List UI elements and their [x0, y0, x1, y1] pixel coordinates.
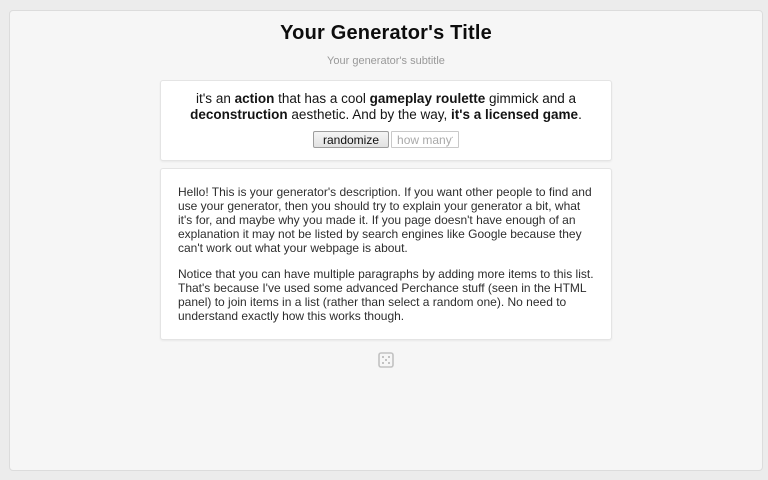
generated-text-bold-run: it's a licensed game: [451, 106, 579, 122]
generated-text-run: that has a cool: [274, 91, 370, 106]
generated-text-run: aesthetic. And by the way,: [287, 106, 452, 122]
generated-text-run: .: [578, 106, 582, 122]
how-many-input[interactable]: [391, 131, 459, 148]
generated-text: [183, 91, 589, 122]
generator-title: Your Generator's Title: [280, 22, 492, 44]
generated-text-run: it's an: [195, 91, 235, 106]
output-card: [160, 80, 612, 161]
description-paragraph: Hello! This is your generator's description. If you want other people to find and use your generator, then you should try to explain your generator a bit, what it's for, and maybe why you made it. If you page doesn't have enough of an explanation it may not be listed by search engines like Google because they can't work out what your webpage is about.: [178, 185, 592, 255]
randomize-button[interactable]: randomize: [313, 131, 389, 148]
generated-text-run: gimmick and a: [485, 91, 577, 106]
generated-text-bold-run: gameplay roulette: [369, 91, 486, 106]
description-paragraph: Notice that you can have multiple paragraphs by adding more items to this list. That's because I've used some advanced Perchance stuff (seen in the HTML panel) to join items in a list (rather than select a random one). No need to understand exactly how this works though.: [178, 267, 594, 323]
description-card: [160, 168, 612, 340]
generated-text-bold-run: deconstruction: [190, 106, 288, 122]
footer: [10, 352, 762, 373]
generator-page-panel: [9, 10, 763, 471]
generated-text-bold-run: action: [234, 91, 275, 106]
output-controls: [183, 131, 589, 149]
dice-icon[interactable]: [378, 355, 394, 372]
generator-subtitle: Your generator's subtitle: [327, 55, 445, 67]
